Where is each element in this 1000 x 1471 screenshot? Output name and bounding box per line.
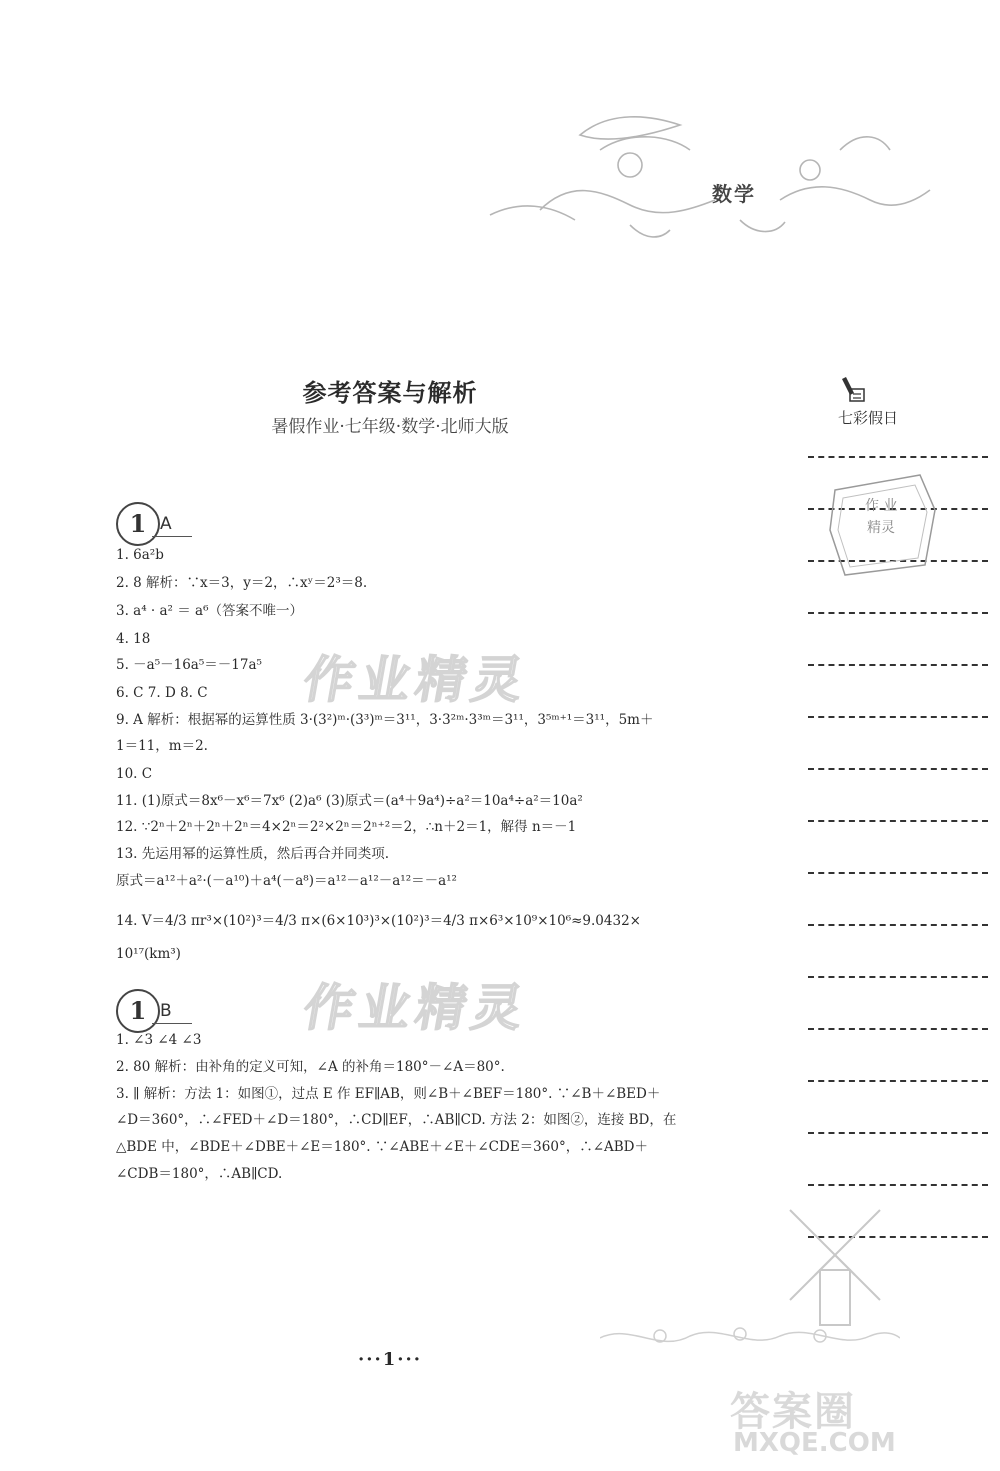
answer-line: 5. －a⁵－16a⁵＝－17a⁵: [116, 657, 262, 673]
section-number: 1: [116, 989, 160, 1033]
answer-line: 10. C: [116, 766, 153, 782]
note-line: [808, 1080, 988, 1082]
answer-line: 13. 先运用幂的运算性质，然后再合并同类项.: [116, 846, 390, 862]
note-line: [808, 664, 988, 666]
section-badge-1a: [116, 498, 196, 548]
answer-line: 2. 80 解析：由补角的定义可知，∠A 的补角＝180°－∠A＝80°.: [116, 1059, 505, 1075]
note-line: [808, 976, 988, 978]
answer-line: 1＝11，m＝2.: [116, 738, 208, 754]
svg-text:精灵: 精灵: [867, 520, 895, 536]
note-line: [808, 456, 988, 458]
header-subject: 数学: [712, 182, 756, 206]
brand-label: 七彩假日: [838, 409, 899, 427]
answer-line: ∠D＝360°，∴∠FED＋∠D＝180°，∴CD∥EF，∴AB∥CD. 方法 2：如图②，连接 BD，在: [116, 1112, 677, 1128]
answer-line: 12. ∵2ⁿ＋2ⁿ＋2ⁿ＋2ⁿ＝4×2ⁿ＝2²×2ⁿ＝2ⁿ⁺²＝2，∴n＋2＝1，解得 n＝－1: [116, 819, 577, 835]
answer-line: 6. C 7. D 8. C: [116, 685, 208, 701]
answer-line: 1. 6a²b: [116, 547, 164, 563]
section-underline: [152, 536, 192, 537]
page-subtitle: 暑假作业·七年级·数学·北师大版: [271, 417, 509, 437]
answer-line: 2. 8 解析：∵x＝3，y＝2，∴xʸ＝2³＝8.: [116, 575, 368, 591]
note-line: [808, 716, 988, 718]
answer-line: 9. A 解析：根据幂的运算性质 3·(3²)ᵐ·(3³)ᵐ＝3¹¹，3·3²ᵐ·3³ᵐ＝3¹¹，3⁵ᵐ⁺¹＝3¹¹，5m＋: [116, 712, 654, 728]
section-badge-1b: [116, 985, 196, 1035]
answer-line: 3. ∥ 解析：方法 1：如图①，过点 E 作 EF∥AB，则∠B＋∠BEF＝180°. ∵∠B＋∠BED＋: [116, 1086, 661, 1102]
note-line: [808, 1132, 988, 1134]
page-title: 参考答案与解析: [302, 378, 478, 407]
answer-line: 1. ∠3 ∠4 ∠3: [116, 1032, 202, 1048]
windmill-decoration: [780, 1200, 890, 1330]
answer-line: 11. (1)原式＝8x⁶－x⁶＝7x⁶ (2)a⁶ (3)原式＝(a⁴＋9a⁴)÷a²＝10a⁴÷a²＝10a²: [116, 793, 583, 809]
answer-line: 3. a⁴ · a² ＝ a⁶（答案不唯一）: [116, 603, 304, 619]
pen-icon: [838, 375, 870, 407]
answer-line: 14. V＝4/3 πr³×(10²)³＝4/3 π×(6×10³)³×(10²)³＝4/3 π×6³×10⁹×10⁶≈9.0432×: [116, 913, 641, 929]
site-logo: 答案圈: [730, 1389, 856, 1435]
section-letter: B: [160, 1001, 172, 1021]
svg-text:作 业: 作 业: [865, 498, 898, 514]
site-url: MXQE.COM: [733, 1428, 896, 1458]
watermark-text: 作业精灵: [299, 978, 534, 1037]
answer-line: 原式＝a¹²＋a²·(－a¹⁰)＋a⁴(－a⁸)＝a¹²－a¹²－a¹²＝－a¹²: [116, 873, 457, 889]
note-line: [808, 1184, 988, 1186]
page-number: ···1···: [357, 1349, 423, 1370]
section-letter: A: [160, 514, 172, 534]
note-line: [808, 612, 988, 614]
answer-line: ∠CDB＝180°，∴AB∥CD.: [116, 1166, 283, 1182]
section-underline: [152, 1023, 192, 1024]
answer-line: 4. 18: [116, 631, 151, 647]
note-line: [808, 768, 988, 770]
section-number: 1: [116, 502, 160, 546]
answer-line: 10¹⁷(km³): [116, 946, 181, 962]
watermark-text: 作业精灵: [299, 650, 534, 709]
note-line: [808, 1028, 988, 1030]
note-line: [808, 820, 988, 822]
watermark-stamp: [825, 470, 940, 580]
header-floral-decoration: [480, 90, 950, 260]
note-line: [808, 872, 988, 874]
answer-line: △BDE 中，∠BDE＋∠DBE＋∠E＝180°. ∵∠ABE＋∠E＋∠CDE＝360°，∴∠ABD＋: [116, 1139, 649, 1155]
note-line: [808, 924, 988, 926]
